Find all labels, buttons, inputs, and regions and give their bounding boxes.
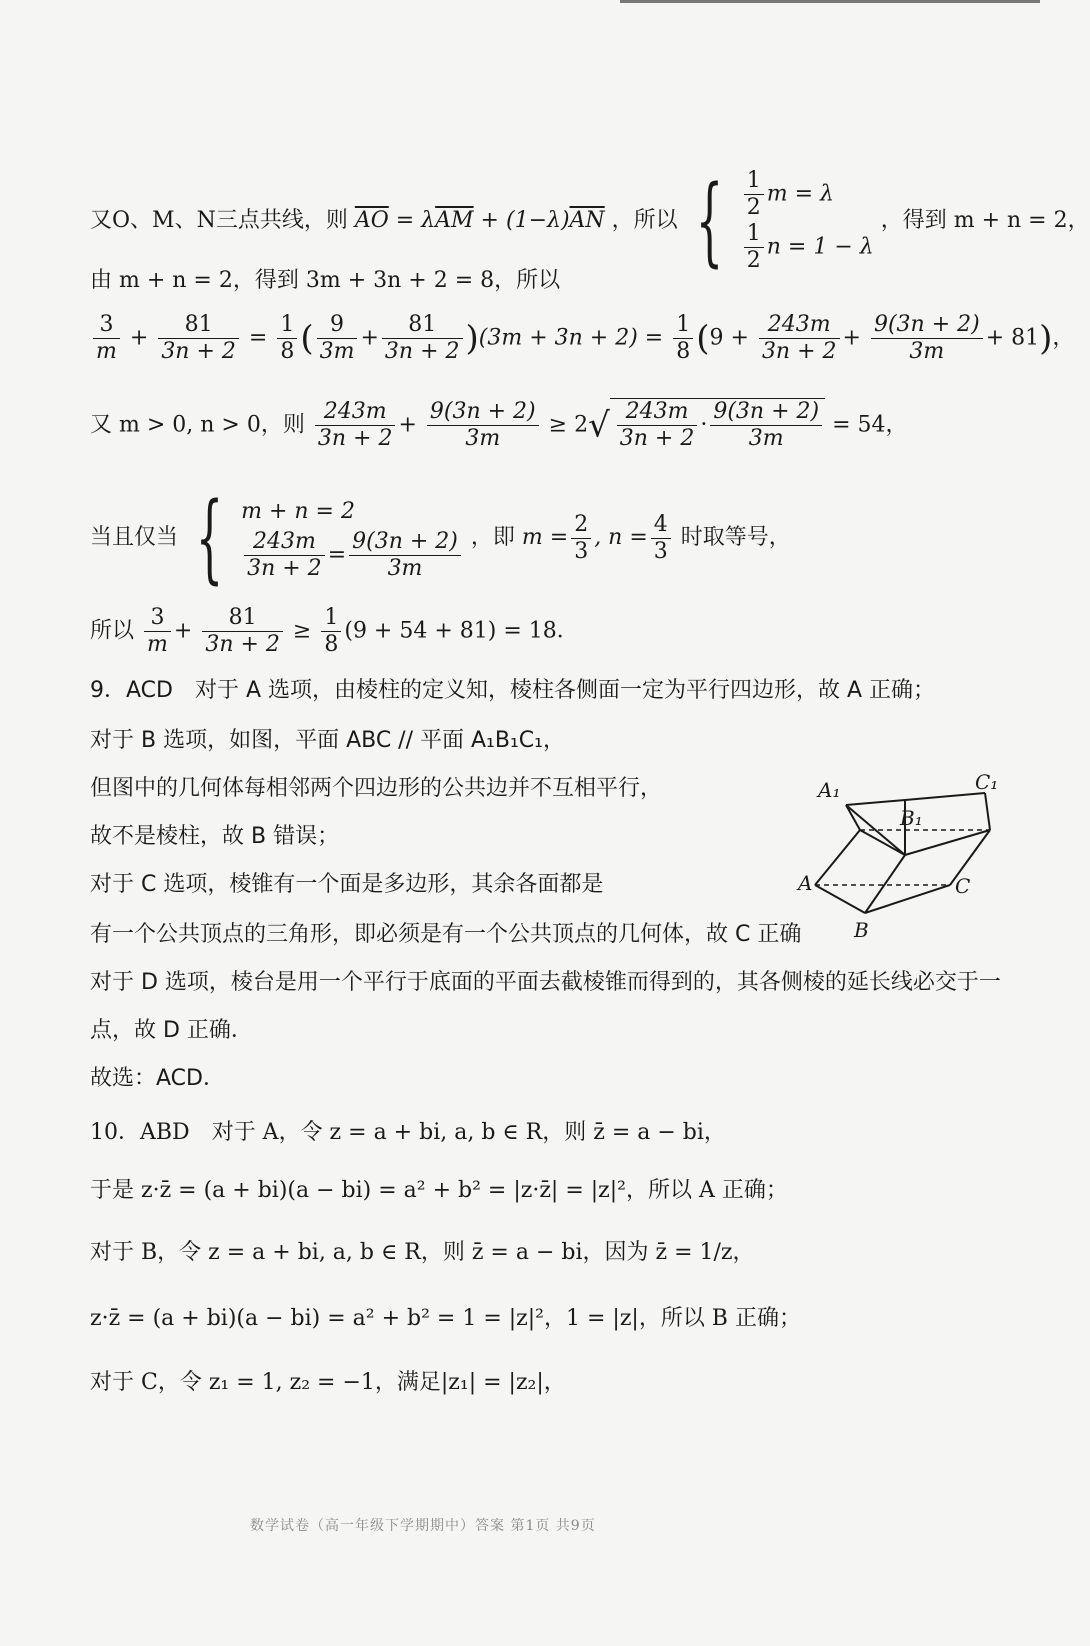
q10-line-2: 于是 z·z̄ = (a + bi)(a − bi) = a² + b² = |z·z̄| = |z|²，所以 A 正确； (90, 1178, 788, 1203)
q9-line-1: 9．ACD 对于 A 选项，由棱柱的定义知，棱柱各侧面一定为平行四边形，故 A 正确； (90, 678, 936, 703)
q10-line-5: 对于 C，令 z₁ = 1, z₂ = −1，满足|z₁| = |z₂|， (90, 1370, 566, 1395)
text-collinear-intro: 又O、M、N三点共线，则 (90, 208, 348, 233)
geometry-figure (798, 765, 1040, 945)
q10-line-3: 对于 B，令 z = a + bi, a, b ∈ R，则 z̄ = a − bi，因为 z̄ = 1/z， (90, 1240, 755, 1265)
q9-line-5: 对于 C 选项，棱锥有一个面是多边形，其余各面都是 (90, 872, 604, 897)
label-a: A (798, 871, 813, 895)
line-collinear (90, 165, 1090, 277)
q9-line-9: 故选：ACD． (90, 1066, 225, 1091)
lambda-system: $\frac{1}{2}$ m = λ $\frac{1}{2}$ n = 1 − λ (741, 168, 874, 274)
line-equality-condition: 当且仅当 { m + n = 2 $\frac{243m}{3n + 2}$ = $\frac{9(3n + 2)}{3m}$ ，即 m = $\frac{2}{3}$ , n = $\frac{4}{3}$ 时取等号， (90, 482, 791, 594)
text-get-mn: ，得到 m + n = 2， (880, 208, 1090, 233)
line-expansion: $\frac{3}{m}$ + $\frac{81}{3n + 2}$ = $\frac{1}{8}$ ( $\frac{9}{3m}$ + $\frac{81}{3n + 2}$ )(3m + 3n + 2) = $\frac{1}{8}$ (9 + $\frac{243m}{3n + 2}$ + $\frac{9(3n + 2)}{3m}$ + 81)， (90, 312, 1074, 365)
q9-line-6: 有一个公共顶点的三角形，即必须是有一个公共顶点的几何体，故 C 正确 (90, 922, 802, 947)
edge-left-down (815, 830, 860, 885)
q9-line-3: 但图中的几何体每相邻两个四边形的公共边并不互相平行， (90, 776, 663, 801)
edge-c1-right (985, 793, 990, 830)
edge-a1-top (846, 793, 985, 805)
page-footer: 数学试卷（高一年级下学期期中）答案 第1页 共9页 (250, 1518, 596, 1534)
line-am-gm: 又 m > 0, n > 0，则 $\frac{243m}{3n + 2}$ + $\frac{9(3n + 2)}{3m}$ ≥ 2√ $\frac{243m}{3n + 2}$ · $\frac{9(3n + 2)}{3m}$ = 54， (90, 399, 908, 451)
edge-b1-b (865, 855, 905, 913)
label-c: C (955, 874, 971, 898)
vector-equation: $\overline{AO} = \lambda\overline{AM} + (1-\lambda)\overline{AN}$ (354, 208, 605, 233)
q9-line-8: 点，故 D 正确． (90, 1018, 253, 1043)
system-brace: { (695, 165, 723, 277)
text-so: ，所以 (611, 208, 678, 233)
q9-line-2: 对于 B 选项，如图，平面 ABC // 平面 A₁B₁C₁， (90, 728, 565, 753)
line-conclusion: 所以 $\frac{3}{m}$ + $\frac{81}{3n + 2}$ ≥ $\frac{1}{8}$ (9 + 54 + 81) = 18． (90, 605, 579, 657)
edge-mid-left (860, 830, 905, 855)
edge-b-c (865, 885, 950, 913)
q9-line-7: 对于 D 选项，棱台是用一个平行于底面的平面去截棱锥而得到的，其各侧棱的延长线必交于一 (90, 970, 1001, 995)
label-b1: B₁ (900, 806, 923, 830)
edge-a1-left (846, 805, 860, 830)
line-mn-sum: 由 m + n = 2，得到 3m + 3n + 2 = 8，所以 (90, 268, 561, 293)
top-border-line (620, 0, 1040, 3)
label-a1: A₁ (818, 778, 841, 802)
q10-line-1: 10．ABD 对于 A，令 z = a + bi, a, b ∈ R，则 z̄ = a − bi， (90, 1120, 726, 1145)
edge-mid-right (905, 830, 990, 855)
edge-a-b (815, 885, 865, 913)
label-b: B (854, 918, 869, 942)
label-c1: C₁ (975, 770, 999, 794)
q9-line-4: 故不是棱柱，故 B 错误； (90, 824, 340, 849)
q10-line-4: z·z̄ = (a + bi)(a − bi) = a² + b² = 1 = |z|²，1 = |z|，所以 B 正确； (90, 1306, 801, 1331)
